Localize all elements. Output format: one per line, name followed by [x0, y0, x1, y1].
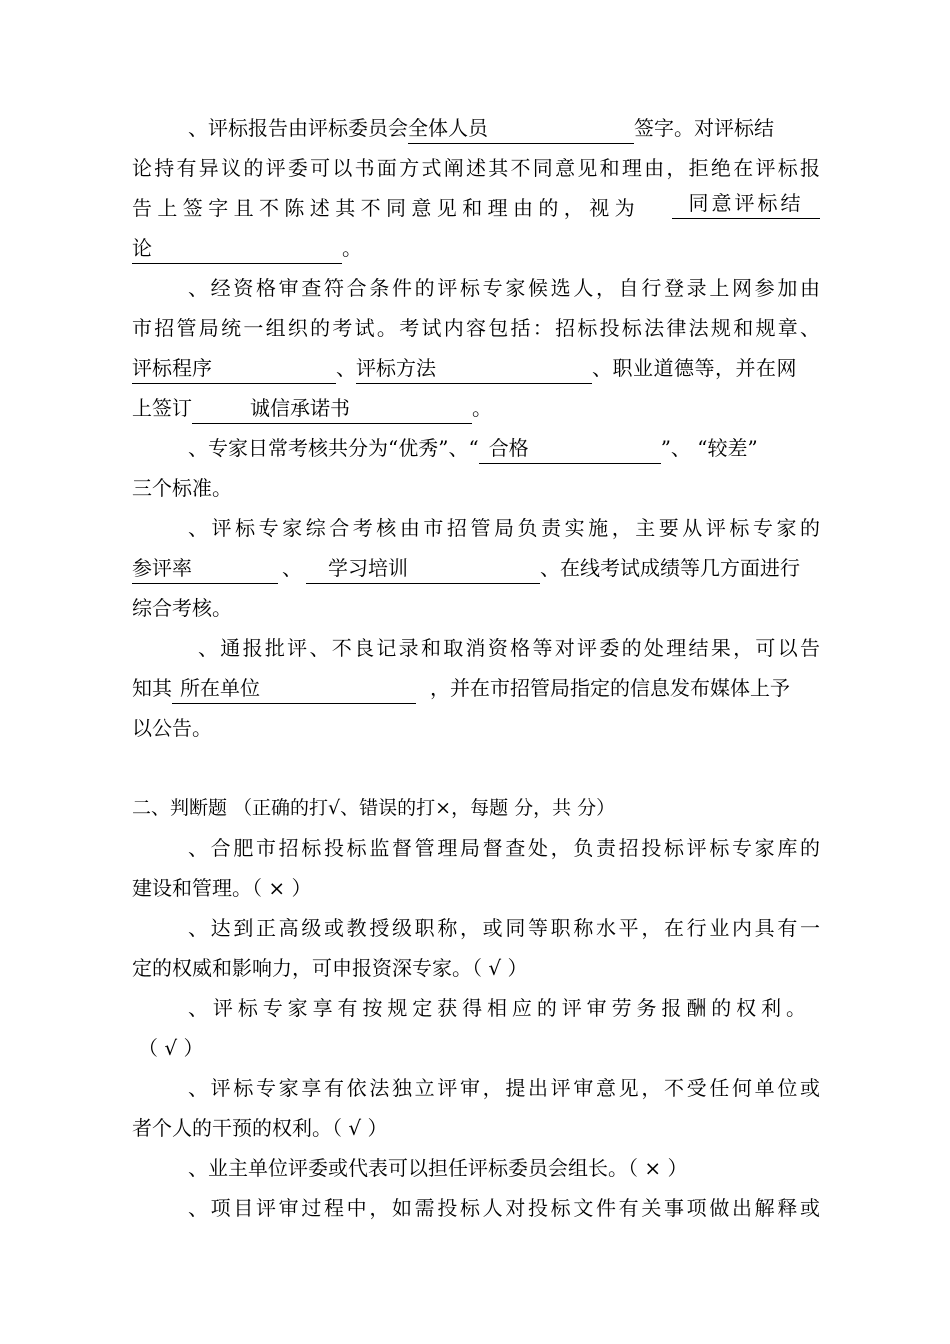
q9-answer-blank-1: 参评率 — [132, 553, 278, 584]
judge-2-line1: 、达到正高级或教授级职称，或同等职称水平，在行业内具有一 — [188, 916, 820, 940]
q10-answer-blank: 所在单位 — [172, 673, 416, 704]
q10-line2: 知其 所在单位 ，并在市招管局指定的信息发布媒体上予 — [132, 668, 820, 708]
q6-answer-blank-1: 全体人员 — [408, 113, 634, 144]
q10-line3: 以公告。 — [132, 716, 212, 740]
q7-answer-blank-2: 评标方法 — [356, 353, 592, 384]
judge-1-line1: 、合肥市招标投标监督管理局督查处，负责招投标评标专家库的 — [188, 836, 820, 860]
q7-line1: 、经资格审查符合条件的评标专家候选人，自行登录上网参加由 — [188, 276, 820, 300]
q7-line2: 市招管局统一组织的考试。考试内容包括：招标投标法律法规和规章、 — [132, 316, 820, 340]
judge-4-line2: 者个人的干预的权利。（ √ ） — [132, 1116, 388, 1140]
q10-line1: 、通报批评、不良记录和取消资格等对评委的处理结果，可以告 — [198, 636, 820, 660]
q6-line4: 论 。 — [132, 228, 820, 268]
q8-line1: 、专家日常考核共分为“优秀”、“ 合格 ”、 “较差” — [132, 428, 876, 468]
q9-line1: 、评标专家综合考核由市招管局负责实施，主要从评标专家的 — [188, 516, 820, 540]
q6-line1: 、评标报告由评标委员会全体人员 签字。对评标结 — [132, 108, 876, 148]
q6-line3: 告上签字且不陈述其不同意见和理由的，视为 同意评标结 — [132, 188, 820, 228]
q7-answer-blank-1: 评标程序 — [132, 353, 336, 384]
judge-5-line1: 、业主单位评委或代表可以担任评标委员会组长。（ × ） — [188, 1156, 688, 1180]
q9-answer-blank-2: 学习培训 — [306, 553, 540, 584]
judge-3-line1: 、评标专家享有按规定获得相应的评审劳务报酬的权利。 — [188, 996, 806, 1020]
q6-line2: 论持有异议的评委可以书面方式阐述其不同意见和理由，拒绝在评标报 — [132, 156, 820, 180]
q9-line3: 综合考核。 — [132, 596, 232, 620]
q6-answer-blank-2a: 同意评标结 — [672, 188, 820, 219]
judge-1-line2: 建设和管理。（ × ） — [132, 876, 312, 900]
q8-line2: 三个标准。 — [132, 476, 232, 500]
q6-answer-blank-2b: 论 — [132, 233, 342, 264]
q8-answer-blank: 合格 — [479, 433, 661, 464]
q7-line3: 评标程序 、评标方法 、职业道德等，并在网 — [132, 348, 820, 388]
judge-3-line2: （ √ ） — [138, 1036, 204, 1060]
q9-line2: 参评率 、 学习培训 、在线考试成绩等几方面进行 — [132, 548, 820, 588]
q7-line4: 上签订 诚信承诺书 。 — [132, 388, 820, 428]
section2-heading: 二、判断题 （正确的打√、错误的打×，每题 分，共 分） — [132, 797, 616, 819]
judge-2-line2: 定的权威和影响力，可申报资深专家。（ √ ） — [132, 956, 528, 980]
judge-4-line1: 、评标专家享有依法独立评审，提出评审意见，不受任何单位或 — [188, 1076, 820, 1100]
judge-6-line1: 、项目评审过程中，如需投标人对投标文件有关事项做出解释或 — [188, 1196, 820, 1220]
q7-answer-blank-3: 诚信承诺书 — [192, 393, 472, 424]
